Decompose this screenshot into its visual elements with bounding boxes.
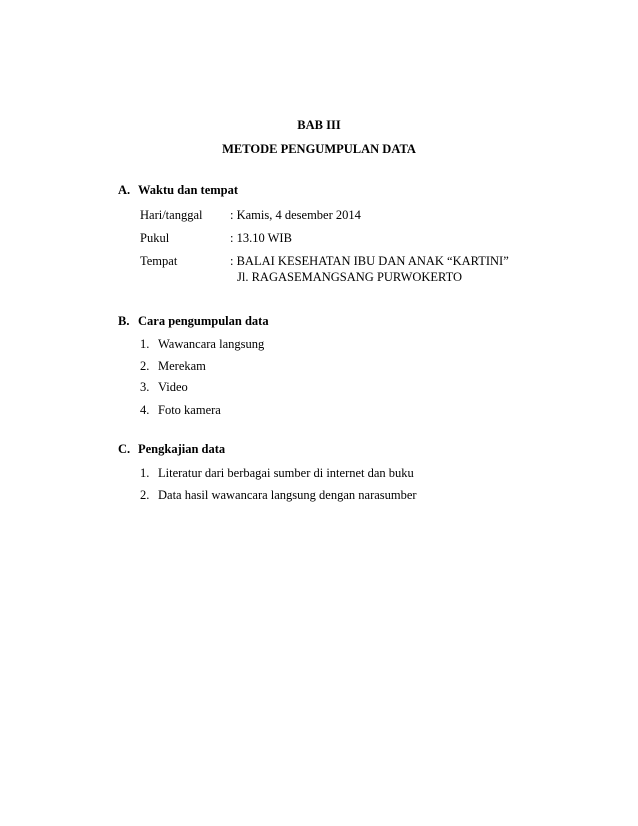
section-b-title: Cara pengumpulan data <box>138 314 269 328</box>
row-value-place: : BALAI KESEHATAN IBU DAN ANAK “KARTINI” <box>230 254 509 268</box>
list-item: Wawancara langsung <box>158 337 265 351</box>
list-item: Video <box>158 380 188 394</box>
section-b-letter: B. <box>118 314 130 328</box>
list-item-number: 1. <box>140 466 150 480</box>
row-value-date: : Kamis, 4 desember 2014 <box>230 208 361 222</box>
row-label-time: Pukul <box>140 231 170 245</box>
section-c-title: Pengkajian data <box>138 442 226 456</box>
section-a-letter: A. <box>118 183 131 197</box>
row-label-date: Hari/tanggal <box>140 208 203 222</box>
list-item: Data hasil wawancara langsung dengan narasumber <box>158 488 417 502</box>
list-item-number: 3. <box>140 380 150 394</box>
list-item: Literatur dari berbagai sumber di internet dan buku <box>158 466 414 480</box>
row-value-time: : 13.10 WIB <box>230 231 292 245</box>
list-item-number: 4. <box>140 403 150 417</box>
section-c-letter: C. <box>118 442 131 456</box>
list-item-number: 1. <box>140 337 150 351</box>
row-label-place: Tempat <box>140 254 178 268</box>
list-item: Merekam <box>158 359 206 373</box>
list-item-number: 2. <box>140 488 150 502</box>
section-a-title: Waktu dan tempat <box>138 183 239 197</box>
list-item-number: 2. <box>140 359 150 373</box>
place-address: Jl. RAGASEMANGSANG PURWOKERTO <box>237 270 463 284</box>
chapter-heading: BAB III <box>297 118 341 132</box>
chapter-title: METODE PENGUMPULAN DATA <box>222 142 416 156</box>
list-item: Foto kamera <box>158 403 221 417</box>
